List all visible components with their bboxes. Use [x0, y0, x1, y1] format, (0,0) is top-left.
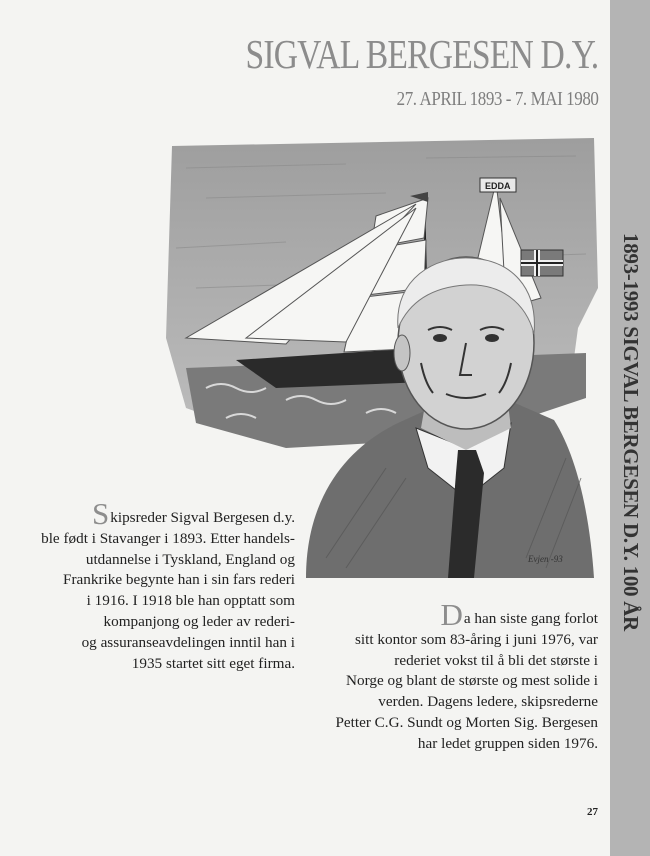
ear	[394, 335, 410, 371]
text-line: verden. Dagens ledere, skipsrederne	[378, 693, 598, 711]
text-line: og assuranseavdelingen inntil han i	[81, 633, 295, 651]
sidebar-title: 1893-1993 SIGVAL BERGESEN D.Y. 100 ÅR	[619, 233, 643, 631]
text-line: kompanjong og leder av rederi-	[103, 612, 295, 630]
sidebar-title-wrap	[617, 233, 643, 633]
text-line: i 1916. I 1918 ble han opptatt som	[86, 592, 295, 610]
legacy-paragraph	[300, 597, 598, 755]
text-line: rederiet vokst til å bli det største i	[394, 651, 598, 669]
life-dates: 27. APRIL 1893 - 7. MAI 1980	[396, 88, 598, 110]
flag-text: EDDA	[485, 181, 511, 191]
text-line: a han siste gang forlot	[463, 610, 598, 627]
artist-signature: Evjen -93	[528, 554, 563, 564]
drop-cap: S	[92, 496, 110, 531]
drop-cap: D	[440, 597, 463, 632]
page-title: SIGVAL BERGESEN D.Y.	[245, 31, 598, 77]
page-number: 27	[587, 806, 598, 818]
text-line: 1935 startet sitt eget firma.	[131, 654, 295, 672]
text-line: Norge og blant de største og mest solide i	[346, 672, 598, 690]
text-line: Petter C.G. Sundt og Morten Sig. Bergesen	[335, 713, 598, 731]
side-band	[610, 0, 650, 856]
text-line: ble født i Stavanger i 1893. Etter handels-	[41, 529, 295, 547]
text-line: kipsreder Sigval Bergesen d.y.	[110, 509, 295, 526]
norwegian-flag	[521, 250, 563, 276]
text-line: sitt kontor som 83-åring i juni 1976, var	[355, 630, 598, 648]
text-line: har ledet gruppen siden 1976.	[417, 734, 598, 752]
text-line: Frankrike begynte han i sin fars rederi	[63, 571, 295, 589]
text-line: utdannelse i Tyskland, England og	[85, 550, 295, 568]
biography-paragraph	[0, 496, 295, 674]
